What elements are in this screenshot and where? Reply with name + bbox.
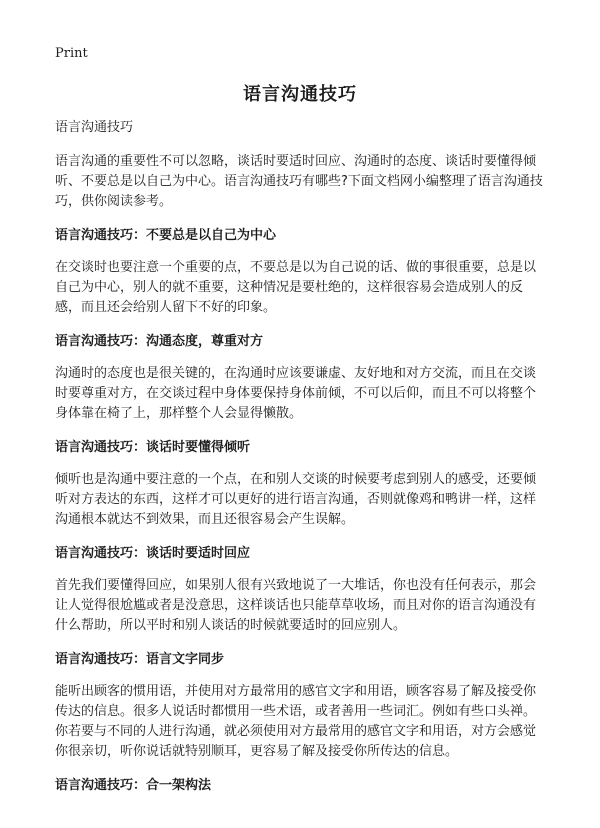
article-subtitle: 语言沟通技巧 [55,120,134,135]
section-heading: 语言沟通技巧：沟通态度，尊重对方 [55,334,264,349]
section-5 [55,650,545,762]
section-paragraph: 在交谈时也要注意一个重要的点，不要总是以为自己说的话、做的事很重要，总是以自己为中心，别人的就不重要，这种情况是要杜绝的，这样很容易会造成别人的反感，而且还会给别人留下不好的印象。 [55,260,537,315]
section-paragraph: 能听出顾客的惯用语，并使用对方最常用的感官文字和用语，顾客容易了解及接受你传达的信息。很多人说话时都惯用一些术语，或者善用一些词汇。例如有些口头禅。你若要与不同的人进行沟通，就必须使用对方最常用的感官文字和用语，对方会感觉你很亲切，听你说话就特别顺耳，更容易了解及接受你所传达的信息。 [55,684,537,759]
section-paragraph: 倾听也是沟通中要注意的一个点，在和别人交谈的时候要考虑到别人的感受，还要倾听对方表达的东西，这样才可以更好的进行语言沟通，否则就像鸡和鸭讲一样，这样沟通根本就达不到效果，而且还很容易会产生误解。 [55,472,537,527]
print-label: Print [55,46,88,61]
section-heading: 语言沟通技巧：合一架构法 [55,778,212,793]
section-2 [55,332,545,424]
section-heading: 语言沟通技巧：不要总是以自己为中心 [55,228,277,243]
article-content [55,118,545,808]
section-paragraph: 沟通时的态度也是很关键的，在沟通时应该要谦虚、友好地和对方交流，而且在交谈时要尊重对方，在交谈过程中身体要保持身体前倾，不可以后仰，而且不可以将整个身体靠在椅了上，那样整个人会显得懒散。 [55,366,537,421]
intro-paragraph: 语言沟通的重要性不可以忽略，谈话时要适时回应、沟通时的态度、谈话时要懂得倾听、不要总是以自己为中心。语言沟通技巧有哪些?下面文档网小编整理了语言沟通技巧，供你阅读参考。 [55,154,543,209]
section-heading: 语言沟通技巧：谈话时要适时回应 [55,546,251,561]
section-3 [55,438,545,530]
page-title: 语言沟通技巧 [243,84,357,105]
section-1 [55,226,545,318]
section-6 [55,776,545,796]
section-heading: 语言沟通技巧：谈话时要懂得倾听 [55,440,251,455]
section-4 [55,544,545,636]
section-heading: 语言沟通技巧：语言文字同步 [55,652,225,667]
section-paragraph: 首先我们要懂得回应，如果别人很有兴致地说了一大堆话，你也没有任何表示，那会让人觉得很尬尴或者是没意思，这样谈话也只能草草收场，而且对你的语言沟通没有什么帮助，所以平时和别人谈话的时候就要适时的回应别人。 [55,578,537,633]
